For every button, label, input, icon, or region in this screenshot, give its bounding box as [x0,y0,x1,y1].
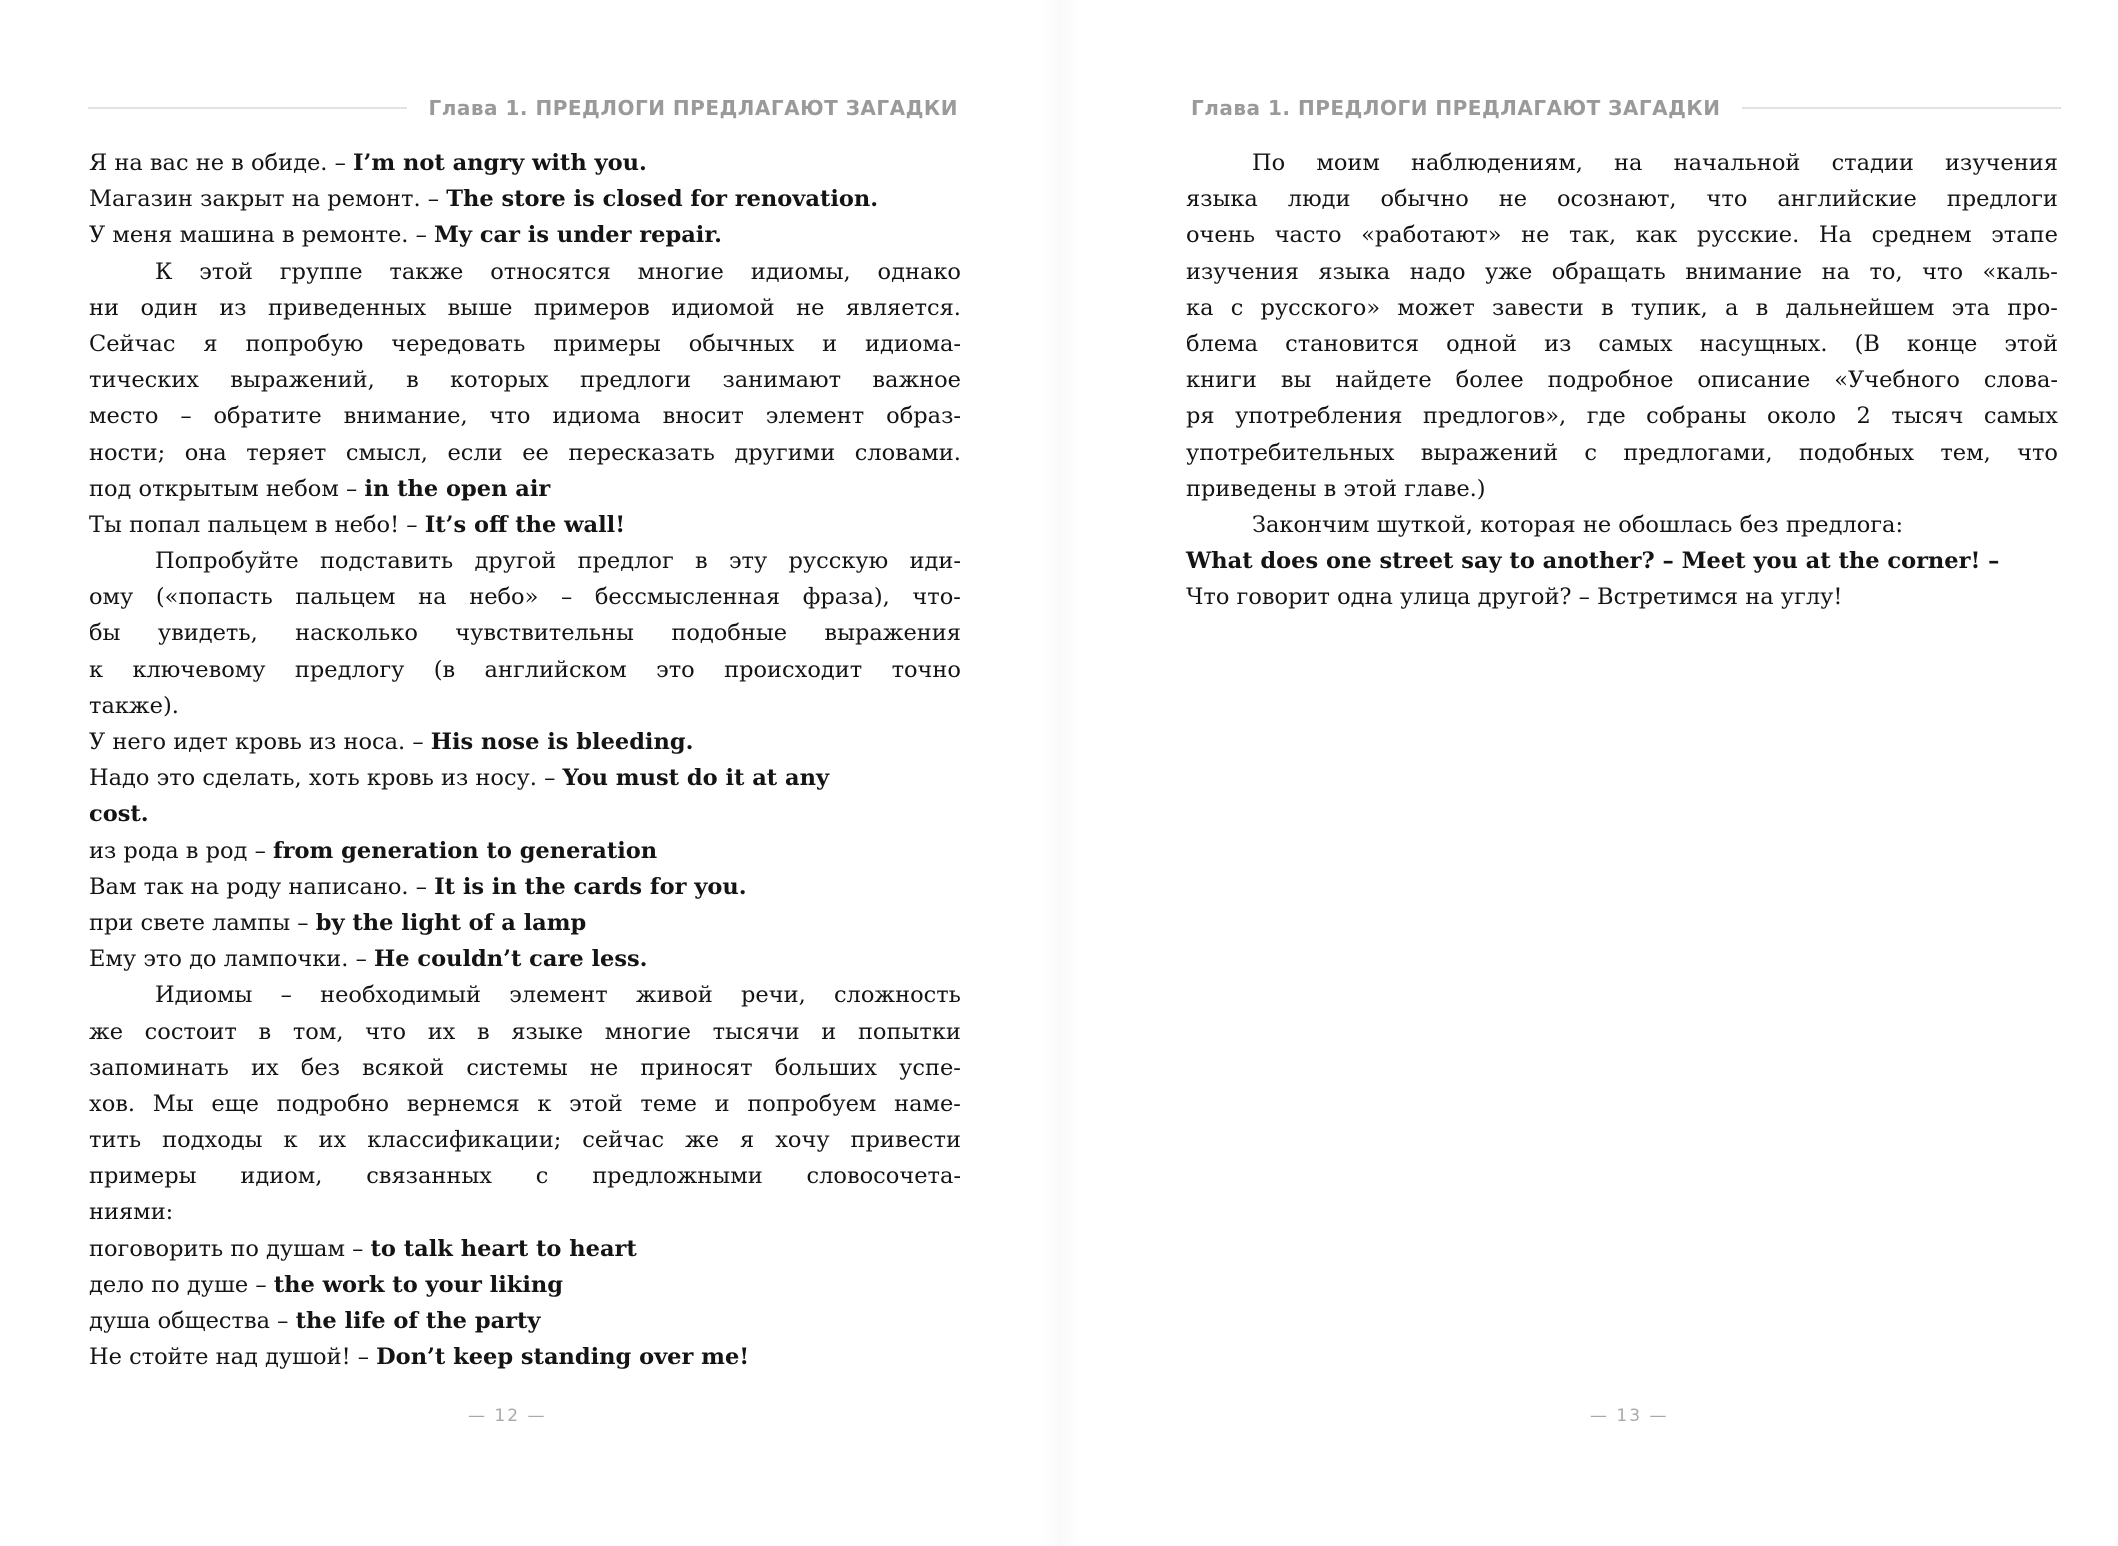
paragraph-line: примеры идиом, связанных с предложными словосочета- [89,1163,961,1190]
example-line: У него идет кровь из носа. – His nose is bleeding. [89,729,694,755]
page-number: — 12 — [468,1406,547,1426]
paragraph-line: бы увидеть, насколько чувствительны подобные выражения [89,620,961,647]
paragraph-line: блема становится одной из самых насущных. (В конце этой [1186,330,2058,357]
example-line: Вам так на роду написано. – It is in the cards for you. [89,873,747,900]
paragraph-line: ни один из приведенных выше примеров идиомой не является. [89,294,961,321]
paragraph-line: хов. Мы еще подробно вернемся к этой теме и попробуем наме- [89,1090,961,1117]
paragraph-line: приведены в этой главе.) [1186,475,1486,502]
paragraph-line: также). [89,692,179,719]
paragraph-line: запоминать их без всякой системы не приносят больших успе- [89,1054,961,1081]
paragraph-line: тить подходы к их классификации; сейчас же я хочу привести [89,1127,961,1154]
paragraph-line: книги вы найдете более подробное описание «Учебного слова- [1186,367,2058,394]
paragraph-line: ому («попасть пальцем на небо» – бессмысленная фраза), что- [89,584,961,611]
paragraph-line: ря употребления предлогов», где собраны около 2 тысяч самых [1186,403,2058,430]
paragraph-line: Закончим шуткой, которая не обошлась без предлога: [1252,511,1904,538]
header-rule [88,107,407,109]
example-line: Магазин закрыт на ремонт. – The store is closed for renovation. [89,186,879,213]
example-line: Я на вас не в обиде. – I’m not angry with you. [89,150,647,176]
example-line: Надо это сделать, хоть кровь из носу. – You must do it at any [89,765,830,792]
example-line: Ты попал пальцем в небо! – It’s off the wall! [89,511,626,538]
paragraph-line: ниями: [89,1199,174,1226]
paragraph-line: К этой группе также относятся многие идиомы, однако [155,258,961,285]
page-number: — 13 — [1590,1406,1669,1426]
example-line: У меня машина в ремонте. – My car is under repair. [89,222,722,249]
example-line: What does one street say to another? – Meet you at the corner! – [1186,548,2000,575]
paragraph-line: языка люди обычно не осознают, что английские предлоги [1186,186,2058,213]
example-line: cost. [89,801,149,828]
paragraph-line: Попробуйте подставить другой предлог в эту русскую иди- [155,548,961,575]
paragraph-line: место – обратите внимание, что идиома вносит элемент образ- [89,403,961,430]
example-line: при свете лампы – by the light of a lamp [89,909,587,936]
example-line: Не стойте над душой! – Don’t keep standing over me! [89,1344,750,1371]
right-running-header [1191,88,2061,128]
paragraph-line: тических выражений, в которых предлоги занимают важное [89,367,961,394]
running-header-title: Глава 1. ПРЕДЛОГИ ПРЕДЛАГАЮТ ЗАГАДКИ [1191,96,1721,120]
left-body-text [89,145,961,1375]
paragraph-line: изучения языка надо уже обращать внимание на то, что «каль- [1186,258,2058,285]
example-line: Ему это до лампочки. – He couldn’t care less. [89,946,648,973]
paragraph-line: очень часто «работают» не так, как русские. На среднем этапе [1186,222,2058,249]
example-line: душа общества – the life of the party [89,1308,541,1334]
paragraph-line: к ключевому предлогу (в английском это происходит точно [89,656,961,683]
header-rule [1742,107,2061,109]
running-header-title: Глава 1. ПРЕДЛОГИ ПРЕДЛАГАЮТ ЗАГАДКИ [428,96,958,120]
left-running-header [88,88,958,128]
paragraph-line: Что говорит одна улица другой? – Встретимся на углу! [1186,584,1843,611]
example-line: дело по душе – the work to your liking [89,1271,563,1298]
paragraph-line: Сейчас я попробую чередовать примеры обычных и идиома- [89,330,961,357]
right-body-text [1186,145,2058,615]
paragraph-line: Идиомы – необходимый элемент живой речи, сложность [155,982,961,1009]
paragraph-line: же состоит в том, что их в языке многие тысячи и попытки [89,1018,961,1045]
paragraph-line: По моим наблюдениям, на начальной стадии изучения [1252,150,2058,176]
paragraph-line: ности; она теряет смысл, если ее пересказать другими словами. [89,439,961,466]
paragraph-line: ка с русского» может завести в тупик, а в дальнейшем эта про- [1186,294,2058,321]
paragraph-line: употребительных выражений с предлогами, подобных тем, что [1186,439,2058,466]
example-line: поговорить по душам – to talk heart to heart [89,1235,637,1262]
right-page [1059,0,2118,1546]
example-line: под открытым небом – in the open air [89,475,551,502]
example-line: из рода в род – from generation to generation [89,837,658,864]
